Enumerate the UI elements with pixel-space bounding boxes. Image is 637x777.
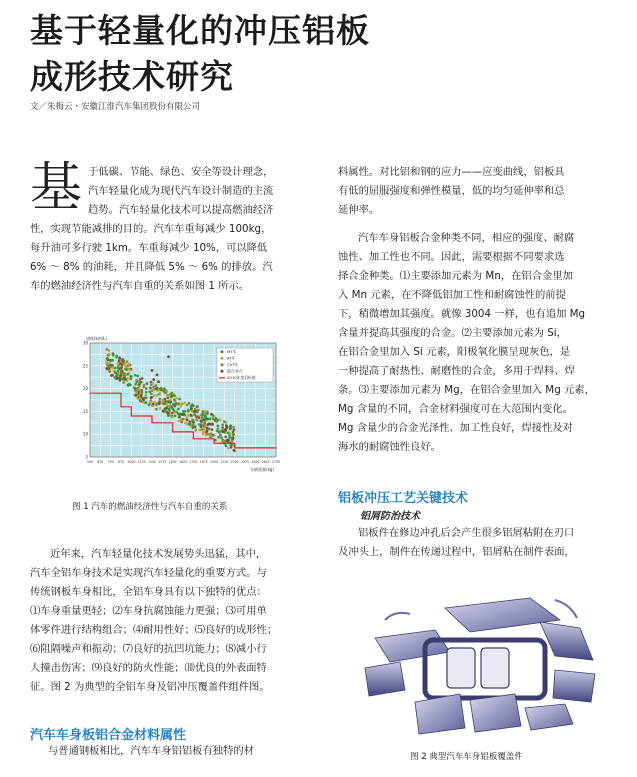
text-line: 近年来，汽车轻量化技术发展势头迅猛，其中， <box>50 548 267 560</box>
data-point <box>139 397 142 400</box>
data-point <box>106 357 109 360</box>
x-tick-label: 1500 <box>168 460 177 464</box>
data-point <box>224 431 227 434</box>
data-point <box>168 405 171 408</box>
text-line: 延伸率。 <box>338 204 380 216</box>
x-axis-label: 车辆重量(kg) <box>250 467 274 472</box>
data-point <box>175 397 178 400</box>
data-point <box>126 368 129 371</box>
data-point <box>162 410 165 413</box>
data-point <box>179 405 182 408</box>
data-point <box>158 392 161 395</box>
data-point <box>181 413 184 416</box>
data-point <box>117 362 120 365</box>
text-line: 蚀性、加工性也不同。因此，需要根据不同要求选 <box>338 251 565 263</box>
text-line: 料属性。对比铝和钢的应力——应变曲线，铝板具 <box>338 166 565 178</box>
data-point <box>141 377 144 380</box>
data-point <box>153 401 156 404</box>
data-point <box>191 419 194 422</box>
data-point <box>114 367 117 370</box>
x-tick-label: 750 <box>107 460 114 464</box>
data-point <box>173 394 176 397</box>
data-point <box>201 416 204 419</box>
x-tick-label: 1875 <box>199 460 208 464</box>
data-point <box>130 378 133 381</box>
data-point <box>232 430 235 433</box>
data-point <box>159 407 162 410</box>
text-line: 体零件进行结构组合；⑷耐用性好；⑸良好的成形性； <box>30 624 278 636</box>
data-point <box>173 398 176 401</box>
legend-entry: CVT车 <box>227 362 239 367</box>
paragraph-material <box>48 742 254 761</box>
intro-paragraph-first <box>88 163 273 220</box>
data-point <box>209 436 212 439</box>
data-point <box>221 426 224 429</box>
data-point <box>220 436 223 439</box>
x-tick-label: 2625 <box>261 460 270 464</box>
paragraph-chip-prevention <box>338 524 575 562</box>
data-point <box>210 413 213 416</box>
text-line: Mg 含量的不同，合金材料强度可在大范围内变化。 <box>338 403 573 415</box>
text-line: 人撞击伤害；⑼良好的防火性能；⑽优良的外表面特 <box>30 662 267 674</box>
data-point <box>206 418 209 421</box>
data-point <box>182 410 185 413</box>
paragraph-lightweight <box>30 545 277 697</box>
x-tick-label: 1000 <box>127 460 136 464</box>
data-point <box>225 444 228 447</box>
data-point <box>158 398 161 401</box>
data-point <box>126 373 129 376</box>
data-point <box>194 428 197 431</box>
data-point <box>108 349 111 352</box>
data-point <box>226 425 229 428</box>
data-point <box>193 413 196 416</box>
text-line: ⑹阻隔噪声和振动；⑺良好的抗凹坑能力；⑻减小行 <box>30 643 267 655</box>
data-point <box>130 375 133 378</box>
fuel-economy-chart <box>70 333 288 483</box>
data-point <box>158 400 161 403</box>
data-point <box>138 385 141 388</box>
data-point <box>149 387 152 390</box>
intro-paragraph-rest <box>30 220 273 296</box>
text-line: 汽车轻量化成为现代汽车设计制造的主流 <box>88 185 274 197</box>
data-point <box>206 427 209 430</box>
data-point <box>163 387 166 390</box>
title-line-2: 成形技术研究 <box>30 57 234 96</box>
door-panel-rear <box>470 694 521 732</box>
data-point <box>134 394 137 397</box>
author-line: 文／朱梅云・安徽江淮汽车集团股份有限公司 <box>30 102 201 112</box>
data-point <box>211 428 214 431</box>
data-point <box>145 394 148 397</box>
data-point <box>134 389 137 392</box>
text-line: ⑴车身重量更轻；⑵车身抗腐蚀能力更强；⑶可用单 <box>30 605 267 617</box>
data-point <box>128 363 131 366</box>
data-point <box>203 422 206 425</box>
y-tick-label: 10 <box>82 431 88 437</box>
data-point <box>110 359 113 362</box>
data-point <box>142 399 145 402</box>
data-point <box>129 384 132 387</box>
data-point <box>178 420 181 423</box>
data-point <box>173 411 176 414</box>
figure-2-caption: 图 2 典型汽车车身铝板覆盖件 <box>410 752 523 762</box>
data-point <box>200 420 203 423</box>
y-tick-label: 5 <box>85 454 88 460</box>
data-point <box>111 374 114 377</box>
data-point <box>163 408 166 411</box>
trunk-lid <box>553 670 595 702</box>
data-point <box>227 446 230 449</box>
outlier-point <box>150 396 153 399</box>
data-point <box>134 374 137 377</box>
data-point <box>187 423 190 426</box>
data-point <box>140 394 143 397</box>
x-tick-label: 2125 <box>220 460 229 464</box>
data-point <box>204 417 207 420</box>
data-point <box>203 426 206 429</box>
text-line: 下，稍微增加其强度。就像 3004 一样，也有追加 Mg <box>338 308 586 320</box>
y-tick-label: 15 <box>82 408 88 414</box>
heading-alloy-properties: 汽车车身板铝合金材料属性 <box>30 728 187 743</box>
data-point <box>108 370 111 373</box>
data-point <box>188 420 191 423</box>
data-point <box>154 384 157 387</box>
figure-1-caption: 图 1 汽车的燃油经济性与汽车自重的关系 <box>72 502 228 512</box>
data-point <box>221 423 224 426</box>
data-point <box>177 402 180 405</box>
text-line: Mg 含量少的合金光泽性、加工性良好，焊接性及对 <box>338 422 573 434</box>
data-point <box>163 403 166 406</box>
x-tick-label: 500 <box>86 460 94 464</box>
data-point <box>201 428 204 431</box>
data-point <box>117 377 120 380</box>
data-point <box>145 391 148 394</box>
drop-cap: 基 <box>30 158 83 218</box>
legend-entry: 2010年度目标值 <box>227 375 256 380</box>
data-point <box>186 419 189 422</box>
text-line: 铝板件在修边冲孔后会产生很多铝屑粘附在刃口 <box>358 527 575 539</box>
data-point <box>153 394 156 397</box>
text-line: 海水的耐腐蚀性良好。 <box>338 441 441 453</box>
y-axis-label: 油耗(km/L) <box>86 336 107 341</box>
data-point <box>205 434 208 437</box>
data-point <box>114 371 117 374</box>
data-point <box>178 413 181 416</box>
text-line: 有低的屈服强度和弹性模量，低的均匀延伸率和总 <box>338 185 565 197</box>
data-point <box>137 388 140 391</box>
data-point <box>155 408 158 411</box>
rear-panel <box>540 622 593 660</box>
data-point <box>134 383 137 386</box>
data-point <box>195 415 198 418</box>
data-point <box>115 355 118 358</box>
data-point <box>136 375 139 378</box>
data-point <box>194 419 197 422</box>
data-point <box>194 408 197 411</box>
data-point <box>218 431 221 434</box>
data-point <box>202 431 205 434</box>
text-line: 6% ～ 8% 的油耗，并且降低 5% ～ 6% 的排放。汽 <box>30 261 273 273</box>
data-point <box>164 398 167 401</box>
outlier-point <box>155 387 158 390</box>
data-point <box>113 376 116 379</box>
data-point <box>186 404 189 407</box>
legend-marker <box>221 370 224 373</box>
data-point <box>190 407 193 410</box>
x-tick-label: 2000 <box>209 460 219 464</box>
title-line-1: 基于轻量化的冲压铝板 <box>30 11 370 50</box>
data-point <box>174 414 177 417</box>
y-tick-label: 25 <box>82 363 88 369</box>
hood-panel <box>375 630 450 662</box>
x-tick-label: 625 <box>97 460 104 464</box>
legend-entry: MT车 <box>227 349 237 354</box>
data-point <box>121 358 124 361</box>
data-point <box>191 409 194 412</box>
data-point <box>125 361 128 364</box>
data-point <box>151 382 154 385</box>
x-tick-label: 2500 <box>251 460 260 464</box>
data-point <box>192 421 195 424</box>
data-point <box>118 356 121 359</box>
data-point <box>105 362 108 365</box>
data-point <box>167 395 170 398</box>
text-line: 趋势。汽车轻量化技术可以提高燃油经济 <box>88 204 274 216</box>
data-point <box>192 426 195 429</box>
x-tick-label: 2375 <box>240 460 250 464</box>
data-point <box>170 395 173 398</box>
legend-marker <box>221 357 224 360</box>
text-line: 性，实现节能减排的目的。汽车车重每减少 100kg， <box>30 223 272 235</box>
data-point <box>211 423 214 426</box>
data-point <box>217 436 220 439</box>
data-point <box>217 419 220 422</box>
data-point <box>196 405 199 408</box>
data-point <box>136 380 139 383</box>
outlier-point <box>167 355 170 358</box>
data-point <box>180 418 183 421</box>
data-point <box>177 408 180 411</box>
data-point <box>229 444 232 447</box>
text-line: 传统钢板车身相比，全铝车身具有以下独特的优点： <box>30 586 267 598</box>
data-point <box>209 417 212 420</box>
data-point <box>142 386 145 389</box>
y-tick-label: 30 <box>82 340 88 346</box>
data-point <box>217 427 220 430</box>
data-point <box>197 409 200 412</box>
data-point <box>223 440 226 443</box>
text-line: 含量并提高其强度的合金。⑵主要添加元素为 Si， <box>338 327 567 339</box>
text-line: 汽车全铝车身技术是实现汽车轻量化的重要方式。与 <box>30 567 267 579</box>
article-title <box>30 8 370 100</box>
outlier-point <box>151 369 154 372</box>
text-line: 汽车车身铝板合金种类不同，相应的强度、耐腐 <box>358 232 575 244</box>
data-point <box>205 431 208 434</box>
data-point <box>156 402 159 405</box>
data-point <box>172 408 175 411</box>
text-line: 条。⑶主要添加元素为 Mg，在铝合金里加入 Mg 元素， <box>338 384 595 396</box>
text-line: 于低碳、节能、绿色、安全等设计理念， <box>88 166 274 178</box>
data-point <box>187 410 190 413</box>
data-point <box>156 394 159 397</box>
outlier-point <box>157 380 160 383</box>
data-point <box>227 432 230 435</box>
legend-entry: AT车 <box>227 355 236 361</box>
data-point <box>178 398 181 401</box>
x-tick-label: 2250 <box>230 460 239 464</box>
data-point <box>165 390 168 393</box>
text-line: 车的燃油经济性与汽车自重的关系如图 1 所示。 <box>30 280 250 292</box>
y-tick-label: 20 <box>82 386 88 392</box>
paragraph-stress-strain <box>338 163 565 220</box>
data-point <box>200 414 203 417</box>
data-point <box>166 412 169 415</box>
data-point <box>226 439 229 442</box>
data-point <box>224 435 227 438</box>
data-point <box>112 354 115 357</box>
x-tick-label: 2750 <box>271 460 281 464</box>
data-point <box>150 392 153 395</box>
data-point <box>122 381 125 384</box>
data-point <box>219 434 222 437</box>
text-line: 与普通钢板相比，汽车车身铝铝板有独特的材 <box>48 745 254 757</box>
data-point <box>152 386 155 389</box>
data-point <box>205 410 208 413</box>
x-tick-label: 1125 <box>137 460 146 464</box>
data-point <box>171 416 174 419</box>
data-point <box>212 434 215 437</box>
data-point <box>146 382 149 385</box>
door-panel-front <box>415 694 465 734</box>
data-point <box>183 401 186 404</box>
outlier-point <box>152 378 155 381</box>
data-point <box>198 416 201 419</box>
data-point <box>145 401 148 404</box>
data-point <box>228 436 231 439</box>
data-point <box>192 405 195 408</box>
data-point <box>129 369 132 372</box>
data-point <box>208 433 211 436</box>
data-point <box>233 449 236 452</box>
data-point <box>198 423 201 426</box>
data-point <box>145 387 148 390</box>
paragraph-alloy-types <box>338 229 595 457</box>
legend-marker <box>221 363 224 366</box>
left-fender <box>365 662 405 696</box>
x-tick-label: 1375 <box>158 460 167 464</box>
data-point <box>202 410 205 413</box>
data-point <box>188 414 191 417</box>
text-line: 征。图 2 为典型的全铝车身及铝冲压覆盖件组件图。 <box>30 681 270 693</box>
x-tick-label: 1750 <box>189 460 198 464</box>
data-point <box>204 415 207 418</box>
data-point <box>124 378 127 381</box>
data-point <box>184 421 187 424</box>
data-point <box>225 421 228 424</box>
data-point <box>127 377 130 380</box>
text-line: 入 Mn 元素，在不降低铝加工性和耐腐蚀性的前提 <box>338 289 566 301</box>
text-line: 一种提高了耐热性、耐磨性的合金，多用于焊料、焊 <box>338 365 575 377</box>
x-tick-label: 875 <box>117 460 125 464</box>
aluminum-body-panels-illustration <box>355 590 605 740</box>
data-point <box>109 365 112 368</box>
data-point <box>174 403 177 406</box>
text-line: 及冲头上，制件在传递过程中，铝屑粘在制件表面， <box>338 546 575 558</box>
heading-stamping-tech: 铝板冲压工艺关键技术 <box>338 491 469 506</box>
data-point <box>206 423 209 426</box>
data-point <box>108 353 111 356</box>
data-point <box>182 418 185 421</box>
data-point <box>140 389 143 392</box>
data-point <box>135 391 138 394</box>
legend-marker <box>221 350 224 353</box>
subheading-chip-prevention: 铝屑防治技术 <box>360 511 420 522</box>
data-point <box>181 402 184 405</box>
data-point <box>232 426 235 429</box>
legend-entry: 混合动力 <box>227 368 243 374</box>
data-point <box>167 400 170 403</box>
data-point <box>229 426 232 429</box>
data-point <box>231 436 234 439</box>
text-line: 择合金种类。⑴主要添加元素为 Mn，在铝合金里加 <box>338 270 573 282</box>
x-tick-label: 1250 <box>147 460 157 464</box>
data-point <box>160 389 163 392</box>
x-tick-label: 1625 <box>178 460 188 464</box>
data-point <box>224 428 227 431</box>
text-line: 每升油可多行驶 1km。车重每减少 10%，可以降低 <box>30 242 268 254</box>
outlier-point <box>156 374 159 377</box>
data-point <box>180 421 183 424</box>
data-point <box>217 425 220 428</box>
data-point <box>140 400 143 403</box>
text-line: 在铝合金里加入 Si 元素，阳极氧化膜呈现灰色，是 <box>338 346 571 358</box>
bumper <box>525 704 573 730</box>
data-point <box>111 364 114 367</box>
